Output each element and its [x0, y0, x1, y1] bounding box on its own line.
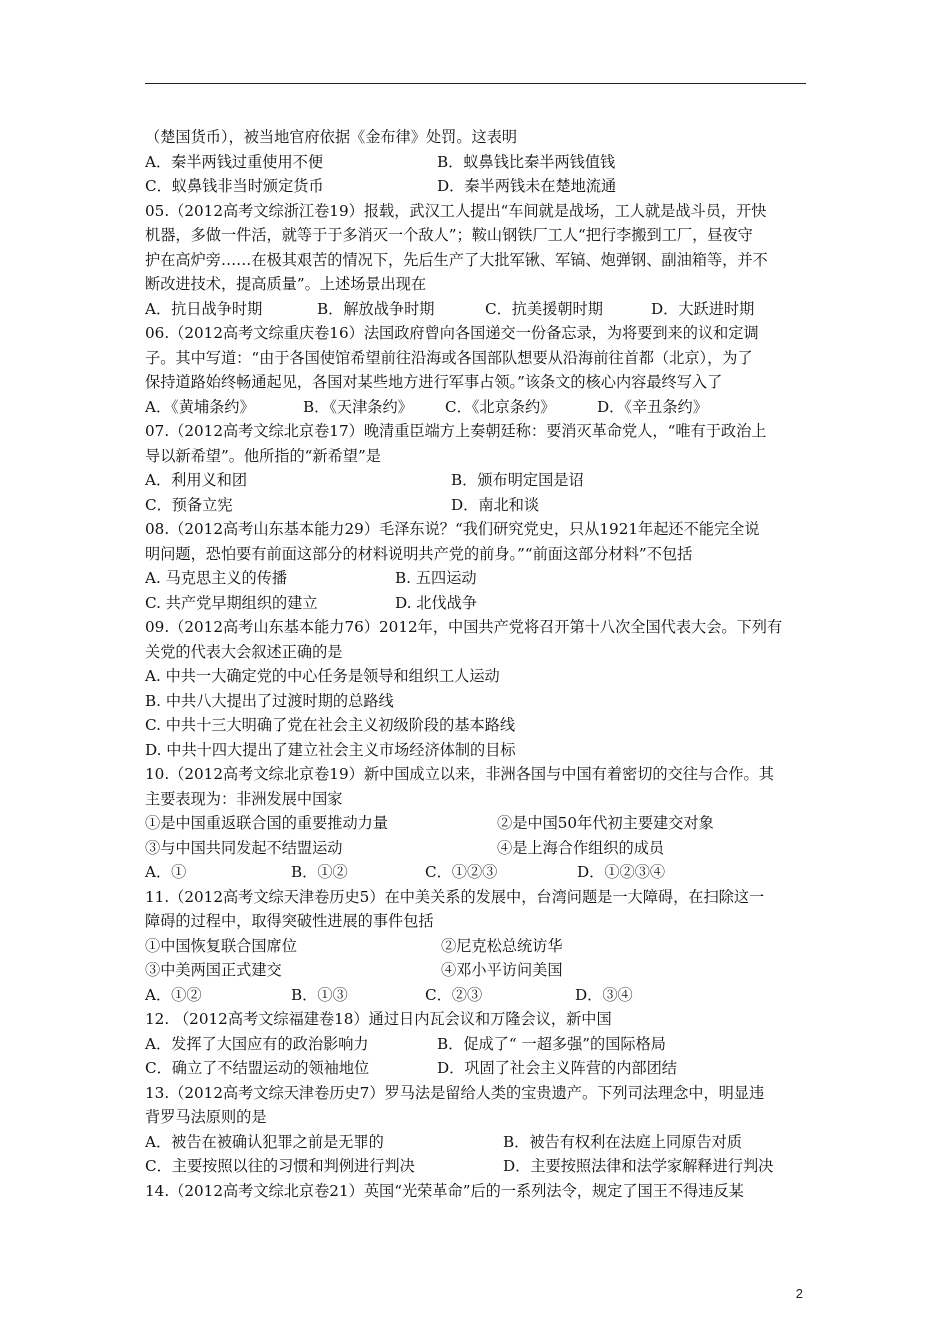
answer-option: B．①③: [291, 985, 348, 1004]
answer-option: A．秦半两钱过重使用不便: [145, 152, 324, 171]
answer-option: C．蚁鼻钱非当时颁定货币: [145, 177, 324, 195]
answer-option: ②是中国50年代初主要建交对象: [497, 814, 714, 832]
answer-option: B．蚁鼻钱比秦半两钱值钱: [437, 152, 616, 171]
text-line: 06.（2012高考文综重庆卷16）法国政府曾向各国递交一份备忘录，为将要到来的议和定调: [145, 324, 759, 342]
answer-option: A．被告在被确认犯罪之前是无罪的: [145, 1132, 384, 1151]
option-row: [145, 1154, 810, 1179]
option-row: [145, 860, 810, 885]
document-body: [145, 125, 810, 1203]
text-line: 09.（2012高考山东基本能力76）2012年，中国共产党将召开第十八次全国代表大会。下列有: [145, 618, 783, 636]
answer-option: B．解放战争时期: [317, 299, 435, 318]
answer-option: C．①②③: [425, 863, 498, 881]
answer-option: A．抗日战争时期: [145, 299, 263, 318]
option-row: [145, 934, 810, 959]
answer-option: A. 马克思主义的传播: [145, 569, 288, 587]
text-line: 机器，多做一件活，就等于于多消灭一个敌人”；鞍山钢铁厂工人“把行李搬到工厂，昼夜守: [145, 226, 753, 244]
answer-option: D．秦半两钱未在楚地流通: [437, 177, 617, 195]
answer-option: D．大跃进时期: [651, 299, 755, 318]
answer-option: B．颁布明定国是诏: [451, 471, 584, 489]
text-line: 关党的代表大会叙述正确的是: [145, 642, 343, 661]
text-line: 断改进技术，提高质量”。上述场景出现在: [145, 275, 427, 293]
answer-option: C．确立了不结盟运动的领袖地位: [145, 1059, 370, 1077]
answer-option: C．抗美援朝时期: [485, 299, 603, 318]
option-row: [145, 836, 810, 861]
option-row: [145, 395, 810, 420]
text-line: 护在高炉旁……在极其艰苦的情况下，先后生产了大批军锹、军镐、炮弹钢、副油箱等，并不: [145, 250, 768, 269]
option-row: [145, 174, 810, 199]
answer-option: C．②③: [425, 985, 483, 1004]
answer-option: C．《北京条约》: [445, 397, 556, 416]
option-row: [145, 1056, 810, 1081]
answer-option: B．《天津条约》: [303, 397, 413, 416]
page-number: 2: [795, 1286, 803, 1301]
option-row: [145, 811, 810, 836]
answer-option: ④邓小平访问美国: [441, 961, 563, 979]
header-rule: [145, 83, 806, 84]
option-row: [145, 983, 810, 1008]
answer-option: B．促成了“ 一超多强”的国际格局: [437, 1034, 666, 1053]
answer-option: A．发挥了大国应有的政治影响力: [145, 1034, 369, 1053]
answer-option: B. 五四运动: [395, 569, 477, 587]
answer-option: C. 共产党早期组织的建立: [145, 593, 318, 612]
answer-option: ①中国恢复联合国席位: [145, 936, 297, 955]
answer-option: A．①②: [145, 985, 202, 1004]
text-line: 导以新希望”。他所指的“新希望”是: [145, 446, 381, 465]
answer-option: C．主要按照以往的习惯和判例进行判决: [145, 1157, 415, 1175]
text-line: 障碍的过程中，取得突破性进展的事件包括: [145, 912, 434, 930]
text-line: 07.（2012高考文综北京卷17）晚清重臣端方上奏朝廷称：要消灭革命党人，“唯有于政治上: [145, 422, 767, 440]
option-row: [145, 1130, 810, 1155]
text-line: 明问题，恐怕要有前面这部分的材料说明共产党的前身。”“前面这部分材料”不包括: [145, 544, 693, 563]
answer-option: D．《辛丑条约》: [597, 397, 708, 416]
answer-option: ②尼克松总统访华: [441, 936, 563, 955]
option-row: [145, 958, 810, 983]
answer-option: C．预备立宪: [145, 495, 233, 514]
option-row: [145, 1032, 810, 1057]
option-row: [145, 150, 810, 175]
option-row: [145, 297, 810, 322]
answer-option: ①是中国重返联合国的重要推动力量: [145, 814, 388, 832]
text-line: 11.（2012高考文综天津卷历史5）在中美关系的发展中，台湾问题是一大障碍，在扫除这一: [145, 887, 765, 906]
option-row: [145, 493, 810, 518]
answer-option: D．③④: [575, 985, 633, 1004]
text-line: 保持道路始终畅通起见，各国对某些地方进行军事占领。”该条文的核心内容最终写入了: [145, 373, 723, 391]
option-row: [145, 468, 810, 493]
text-line: 13.（2012高考文综天津卷历史7）罗马法是留给人类的宝贵遗产。下列司法理念中，明显违: [145, 1083, 765, 1102]
answer-option: D．南北和谈: [451, 495, 540, 514]
text-line: 子。其中写道：“由于各国使馆希望前往沿海或各国部队想要从沿海前往首都（北京），为了: [145, 348, 753, 367]
text-line: B. 中共八大提出了过渡时期的总路线: [145, 691, 394, 710]
answer-option: D．主要按照法律和法学家解释进行判决: [503, 1157, 774, 1175]
text-line: 主要表现为：非洲发展中国家: [145, 789, 343, 808]
text-line: （楚国货币），被当地官府依据《金布律》处罚。这表明: [145, 128, 518, 146]
text-line: 10.（2012高考文综北京卷19）新中国成立以来，非洲各国与中国有着密切的交往与合作。其: [145, 765, 774, 783]
answer-option: ③与中国共同发起不结盟运动: [145, 838, 343, 857]
answer-option: ③中美两国正式建交: [145, 961, 282, 979]
answer-option: A．①: [145, 863, 187, 881]
text-line: 12. （2012高考文综福建卷18）通过日内瓦会议和万隆会议，新中国: [145, 1010, 612, 1028]
answer-option: ④是上海合作组织的成员: [497, 838, 665, 857]
option-row: [145, 566, 810, 591]
answer-option: A．利用义和团: [145, 471, 248, 489]
answer-option: D．①②③④: [577, 863, 666, 881]
answer-option: D. 北伐战争: [395, 593, 478, 612]
text-line: A. 中共一大确定党的中心任务是领导和组织工人运动: [145, 667, 500, 685]
text-line: C. 中共十三大明确了党在社会主义初级阶段的基本路线: [145, 716, 516, 734]
text-line: 05.（2012高考文综浙江卷19）报载，武汉工人提出“车间就是战场，工人就是战斗员，开快: [145, 201, 767, 220]
text-line: D. 中共十四大提出了建立社会主义市场经济体制的目标: [145, 740, 516, 759]
answer-option: D．巩固了社会主义阵营的内部团结: [437, 1059, 677, 1077]
answer-option: B．被告有权利在法庭上同原告对质: [503, 1132, 742, 1151]
answer-option: A．《黄埔条约》: [145, 397, 255, 416]
answer-option: B．①②: [291, 863, 348, 881]
option-row: [145, 591, 810, 616]
text-line: 08.（2012高考山东基本能力29）毛泽东说？“我们研究党史，只从1921年起还不能完全说: [145, 520, 760, 538]
text-line: 14.（2012高考文综北京卷21）英国“光荣革命”后的一系列法令，规定了国王不得违反某: [145, 1181, 744, 1200]
text-line: 背罗马法原则的是: [145, 1108, 267, 1126]
